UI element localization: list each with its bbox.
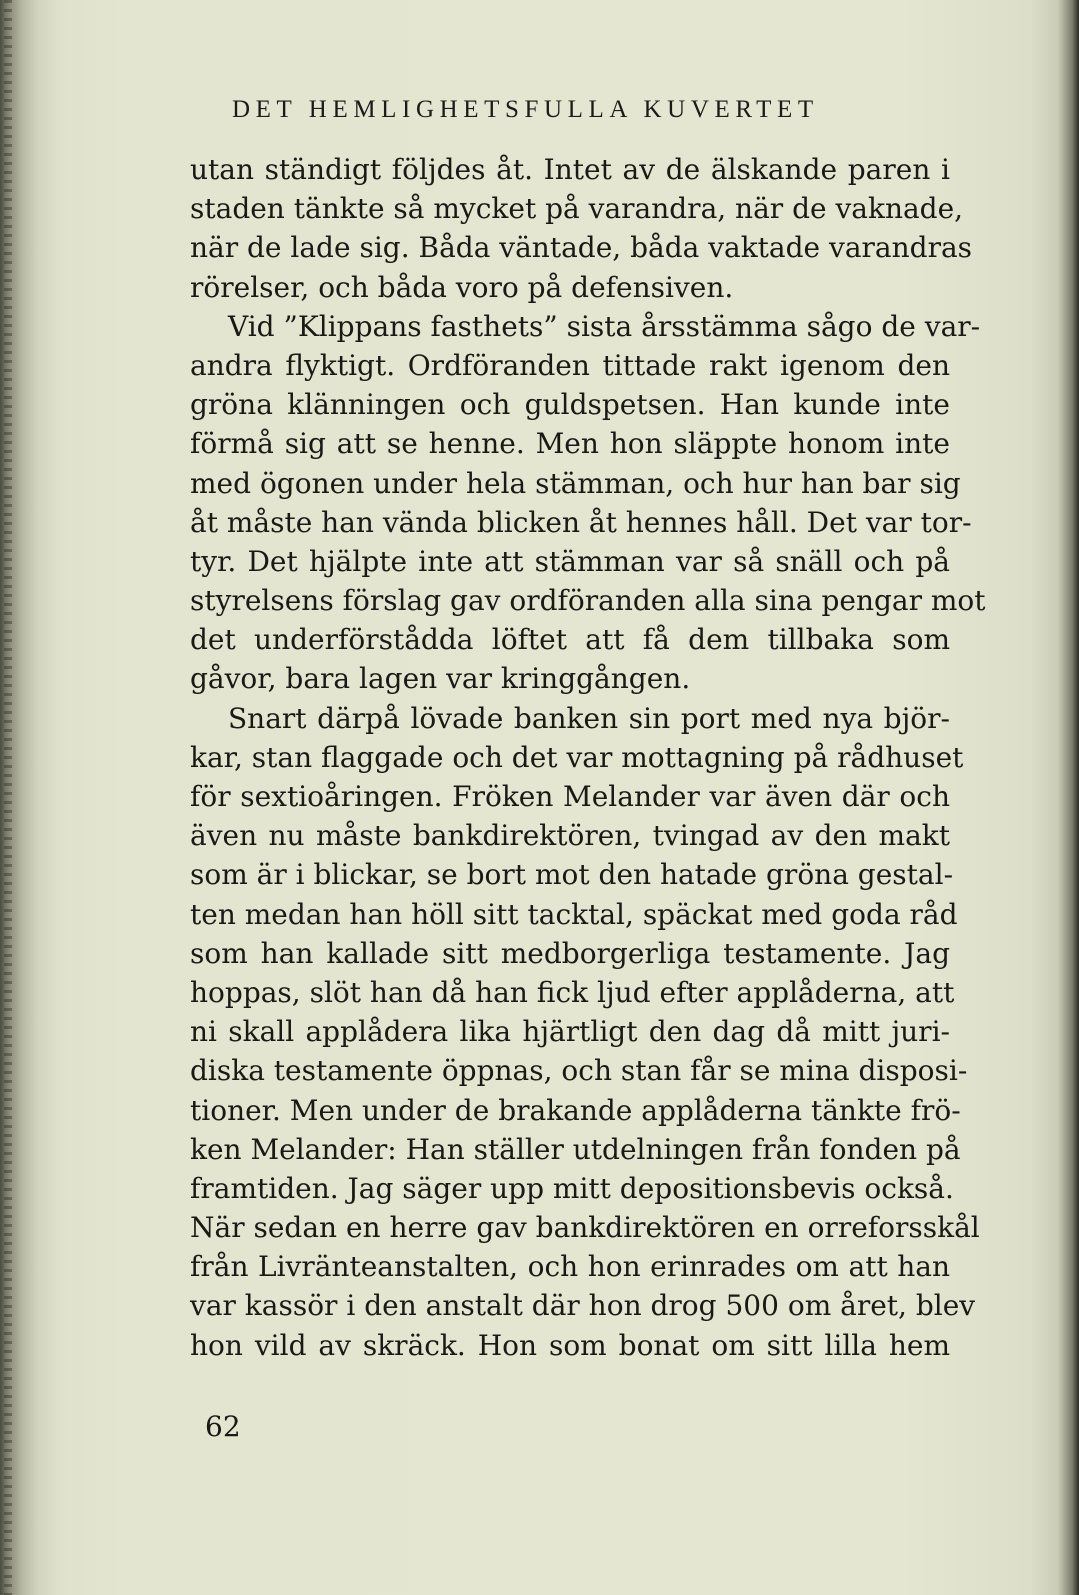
- text-line: med ögonen under hela stämman, och hur han bar sig: [190, 466, 961, 500]
- text-line: Snart därpå lövade banken sin port med nya björ-: [228, 701, 950, 735]
- text-line: hon vild av skräck. Hon som bonat om sitt lilla hem: [190, 1328, 950, 1362]
- text-line: det underförstådda löftet att få dem tillbaka som: [190, 623, 950, 657]
- body-text: [190, 150, 986, 1365]
- text-line: var kassör i den anstalt där hon drog 500 om året, blev: [190, 1289, 976, 1323]
- text-line: som han kallade sitt medborgerliga testamente. Jag: [190, 936, 950, 970]
- text-line: från Livränteanstalten, och hon erinrades om att han: [190, 1250, 950, 1284]
- text-line: gröna klänningen och guldspetsen. Han kunde inte: [190, 388, 950, 422]
- text-line: rörelser, och båda voro på defensiven.: [190, 270, 734, 304]
- page-edge-shadow: [4, 0, 12, 1595]
- text-line: När sedan en herre gav bankdirektören en orreforsskål: [190, 1211, 980, 1245]
- text-line: ken Melander: Han ställer utdelningen från fonden på: [190, 1132, 961, 1166]
- text-line: andra flyktigt. Ordföranden tittade rakt igenom den: [190, 348, 950, 382]
- text-line: hoppas, slöt han då han fick ljud efter applåderna, att: [190, 975, 955, 1009]
- text-line: utan ständigt följdes åt. Intet av de älskande paren i: [190, 153, 950, 186]
- text-line: för sextioåringen. Fröken Melander var även där och: [190, 780, 950, 813]
- text-line: kar, stan flaggade och det var mottagning på rådhuset: [190, 740, 964, 774]
- text-line: gåvor, bara lagen var kringgången.: [190, 662, 691, 696]
- page-number: 62: [205, 1410, 241, 1443]
- text-line: ten medan han höll sitt tacktal, späckat med goda råd: [190, 897, 958, 931]
- text-line: tioner. Men under de brakande applåderna tänkte frö-: [190, 1093, 961, 1127]
- text-line: åt måste han vända blicken åt hennes håll. Det var tor-: [190, 505, 972, 539]
- text-line: förmå sig att se henne. Men hon släppte honom inte: [190, 427, 950, 461]
- text-line: även nu måste bankdirektören, tvingad av den makt: [190, 819, 950, 853]
- text-line: som är i blickar, se bort mot den hatade gröna gestal-: [190, 858, 954, 892]
- running-header: DET HEMLIGHETSFULLA KUVERTET: [232, 96, 819, 123]
- text-line: diska testamente öppnas, och stan får se mina disposi-: [190, 1054, 968, 1088]
- text-line: tyr. Det hjälpte inte att stämman var så snäll och på: [190, 544, 950, 578]
- text-line: Vid ”Klippans fasthets” sista årsstämma sågo de var-: [228, 309, 981, 343]
- text-line: styrelsens förslag gav ordföranden alla sina pengar mot: [190, 584, 986, 618]
- text-line: ni skall applådera lika hjärtligt den dag då mitt juri-: [190, 1015, 950, 1049]
- text-line: när de lade sig. Båda väntade, båda vaktade varandras: [190, 231, 973, 265]
- text-line: framtiden. Jag säger upp mitt depositionsbevis också.: [190, 1171, 954, 1205]
- text-line: staden tänkte så mycket på varandra, när de vaknade,: [190, 192, 964, 226]
